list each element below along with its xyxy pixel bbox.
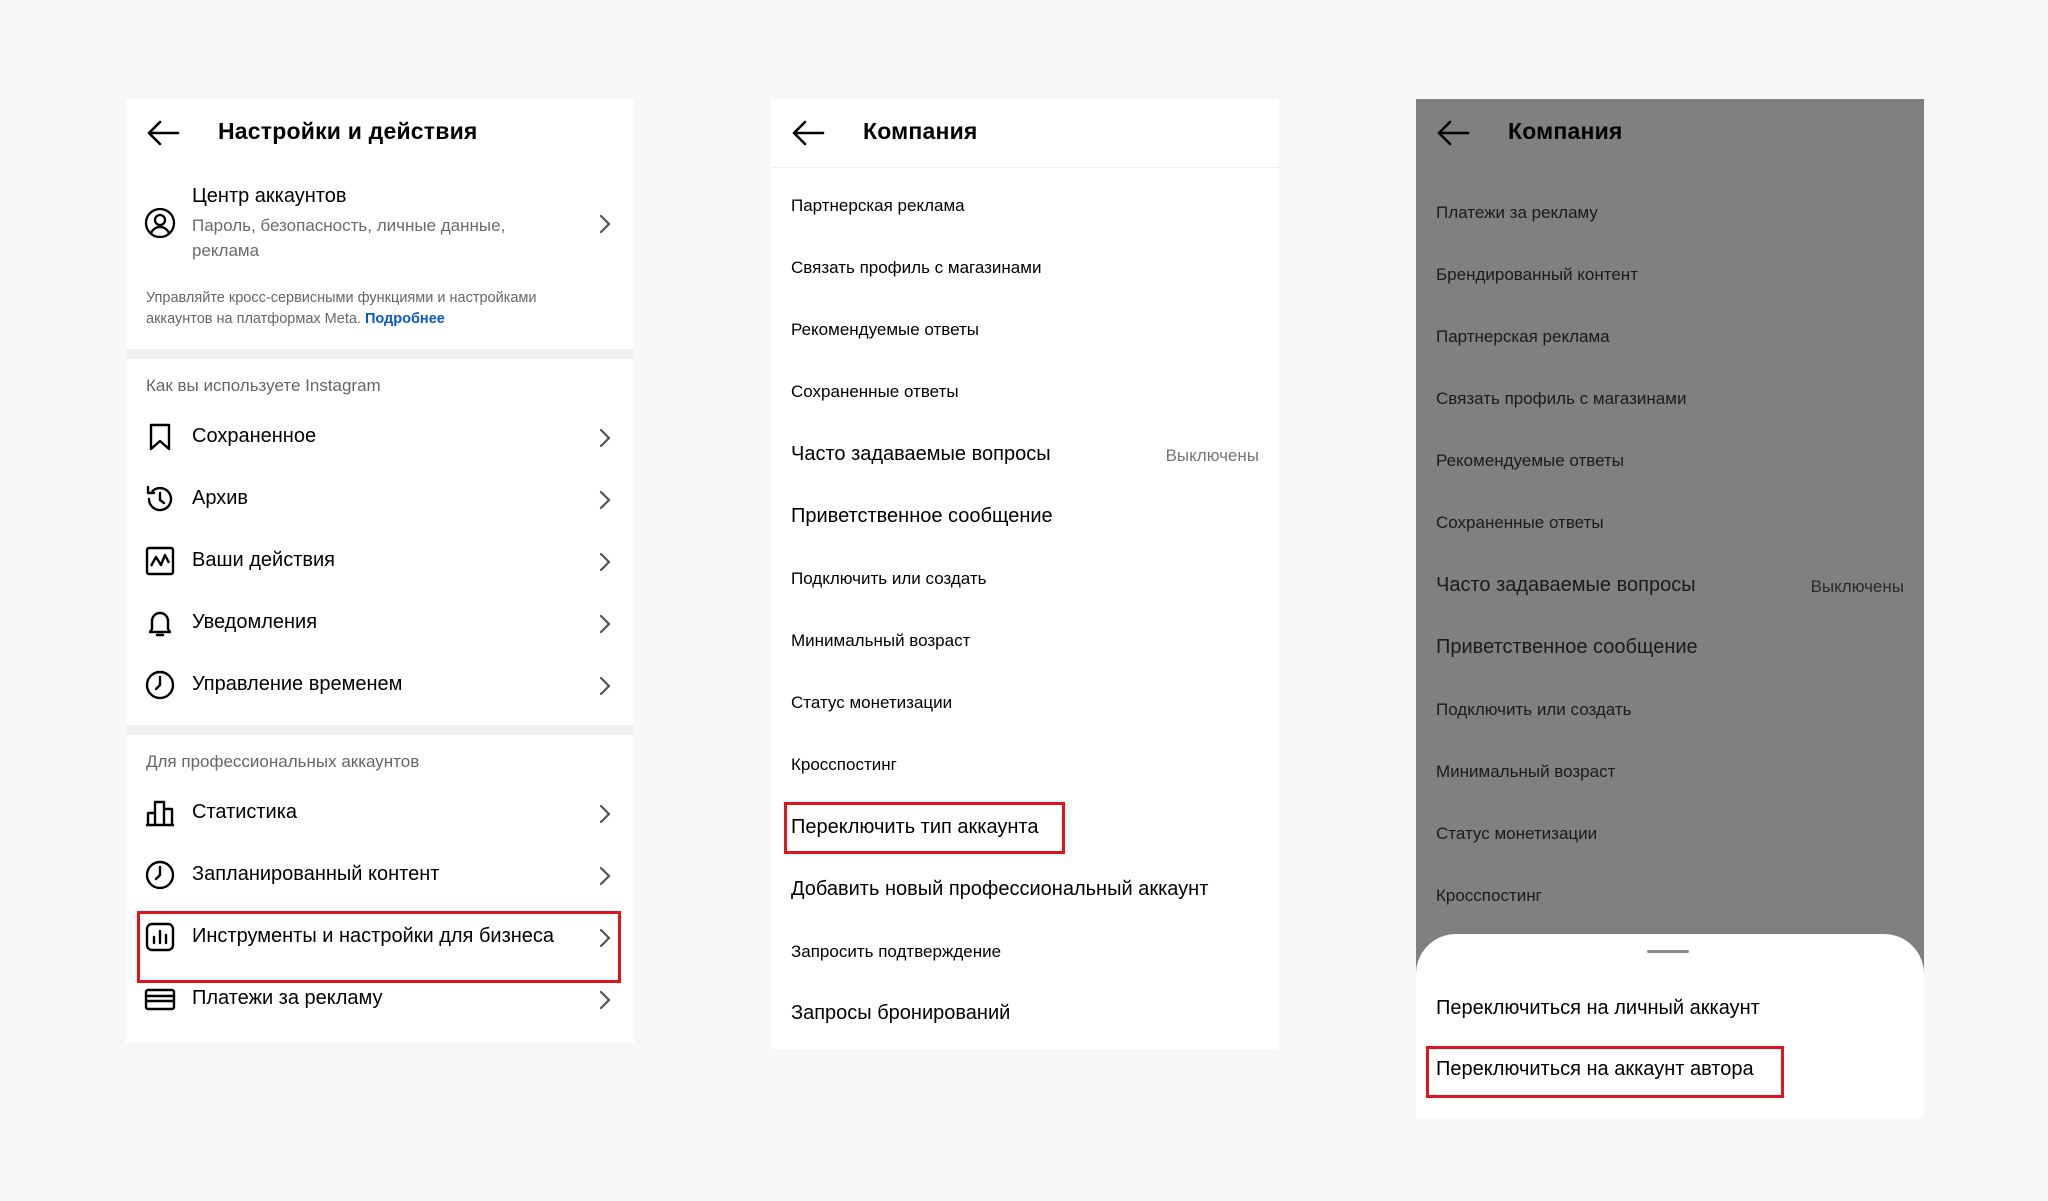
chevron-right-icon: [598, 613, 612, 635]
switch-to-personal-option[interactable]: Переключиться на личный аккаунт: [1436, 997, 1760, 1019]
account-center-section: [126, 99, 634, 349]
account-center-title: Центр аккаунтов: [192, 185, 347, 207]
switch-to-creator-option[interactable]: Переключиться на аккаунт автора: [1436, 1058, 1754, 1080]
section-header: Как вы используете Instagram: [146, 376, 381, 395]
menu-item[interactable]: Кросспостинг: [1436, 886, 1542, 905]
clock-icon: [144, 669, 176, 701]
settings-item-label: Архив: [192, 487, 249, 509]
archive-icon: [144, 483, 176, 515]
chevron-right-icon: [598, 551, 612, 573]
back-arrow-icon[interactable]: [791, 119, 825, 147]
settings-panel: [126, 99, 634, 1043]
header: [1416, 99, 1924, 167]
chevron-right-icon: [598, 489, 612, 511]
professional-section: [126, 735, 634, 1043]
menu-item[interactable]: Статус монетизации: [1436, 824, 1598, 843]
settings-item-saved[interactable]: [126, 409, 634, 465]
highlight-box: [1426, 1046, 1784, 1098]
bell-icon: [144, 607, 176, 639]
page-title: Компания: [863, 118, 978, 144]
header: [771, 99, 1279, 168]
account-center-item[interactable]: [126, 179, 634, 269]
menu-item[interactable]: Партнерская реклама: [791, 196, 965, 215]
menu-item[interactable]: Подключить или создать: [1436, 700, 1632, 719]
menu-item-faq[interactable]: Часто задаваемые вопросы: [791, 443, 1051, 465]
menu-item[interactable]: Добавить новый профессиональный аккаунт: [791, 878, 1209, 900]
company-panel-dimmed: [1416, 99, 1924, 1118]
menu-item[interactable]: Рекомендуемые ответы: [791, 320, 980, 339]
account-center-note: Управляйте кросс-сервисными функциями и настройками аккаунтов на платформах Meta. Подробнее: [146, 290, 537, 327]
menu-item[interactable]: Запросы бронирований: [791, 1002, 1011, 1024]
page-title: Компания: [1508, 118, 1623, 144]
bar-chart-icon: [144, 797, 176, 829]
menu-item[interactable]: Брендированный контент: [1436, 265, 1638, 284]
card-icon: [144, 983, 176, 1015]
menu-item[interactable]: Рекомендуемые ответы: [1436, 451, 1625, 470]
settings-item-label: Статистика: [192, 801, 298, 823]
settings-item-time-management[interactable]: [126, 657, 634, 713]
chevron-right-icon: [598, 803, 612, 825]
menu-item-faq[interactable]: Часто задаваемые вопросы: [1436, 574, 1696, 596]
settings-item-label: Сохраненное: [192, 425, 317, 447]
header: [126, 99, 634, 167]
highlight-box: [784, 802, 1065, 854]
menu-item[interactable]: Кросспостинг: [791, 755, 897, 774]
menu-item[interactable]: Приветственное сообщение: [1436, 636, 1698, 658]
menu-item[interactable]: Партнерская реклама: [1436, 327, 1610, 346]
settings-item-label: Запланированный контент: [192, 863, 440, 885]
bookmark-icon: [144, 421, 176, 453]
company-panel: [771, 99, 1279, 1049]
settings-item-label: Уведомления: [192, 611, 318, 633]
menu-item[interactable]: Платежи за рекламу: [1436, 203, 1598, 222]
section-header: Для профессиональных аккаунтов: [146, 752, 420, 771]
account-center-subtitle-1: Пароль, безопасность, личные данные,: [192, 216, 506, 235]
menu-item[interactable]: Связать профиль с магазинами: [1436, 389, 1687, 408]
chevron-right-icon: [598, 989, 612, 1011]
page-title: Настройки и действия: [218, 118, 478, 144]
settings-item-activity[interactable]: [126, 533, 634, 589]
chevron-right-icon: [598, 865, 612, 887]
menu-item[interactable]: Статус монетизации: [791, 693, 953, 712]
settings-item-label: Ваши действия: [192, 549, 335, 571]
faq-status: Выключены: [1165, 446, 1259, 465]
settings-item-label: Управление временем: [192, 673, 403, 695]
account-center-subtitle-2: реклама: [192, 241, 260, 260]
settings-item-scheduled-content[interactable]: [126, 847, 634, 903]
usage-section: [126, 359, 634, 725]
menu-item-switch-account-type[interactable]: Переключить тип аккаунта: [791, 816, 1039, 838]
menu-item[interactable]: Связать профиль с магазинами: [791, 258, 1042, 277]
highlight-box: [137, 911, 621, 983]
learn-more-link[interactable]: Подробнее: [364, 311, 445, 327]
settings-item-label: Инструменты и настройки для бизнеса: [192, 925, 555, 947]
clock-icon: [144, 859, 176, 891]
menu-item[interactable]: Подключить или создать: [791, 569, 987, 588]
back-arrow-icon[interactable]: [1436, 119, 1470, 147]
user-circle-icon: [144, 207, 176, 239]
chevron-right-icon: [598, 675, 612, 697]
menu-item[interactable]: Приветственное сообщение: [791, 505, 1053, 527]
settings-item-notifications[interactable]: [126, 595, 634, 651]
settings-item-label: Платежи за рекламу: [192, 987, 383, 1009]
activity-icon: [144, 545, 176, 577]
settings-item-archive[interactable]: [126, 471, 634, 527]
sheet-handle[interactable]: [1647, 950, 1689, 953]
menu-item[interactable]: Минимальный возраст: [791, 631, 971, 650]
settings-item-statistics[interactable]: [126, 785, 634, 841]
chevron-right-icon: [598, 427, 612, 449]
faq-status: Выключены: [1810, 577, 1904, 596]
menu-item[interactable]: Сохраненные ответы: [1436, 513, 1604, 532]
menu-item[interactable]: Запросить подтверждение: [791, 942, 1002, 961]
chevron-right-icon: [598, 213, 612, 235]
back-arrow-icon[interactable]: [146, 119, 180, 147]
menu-item[interactable]: Минимальный возраст: [1436, 762, 1616, 781]
bottom-sheet: [1416, 934, 1924, 1118]
menu-item[interactable]: Сохраненные ответы: [791, 382, 959, 401]
